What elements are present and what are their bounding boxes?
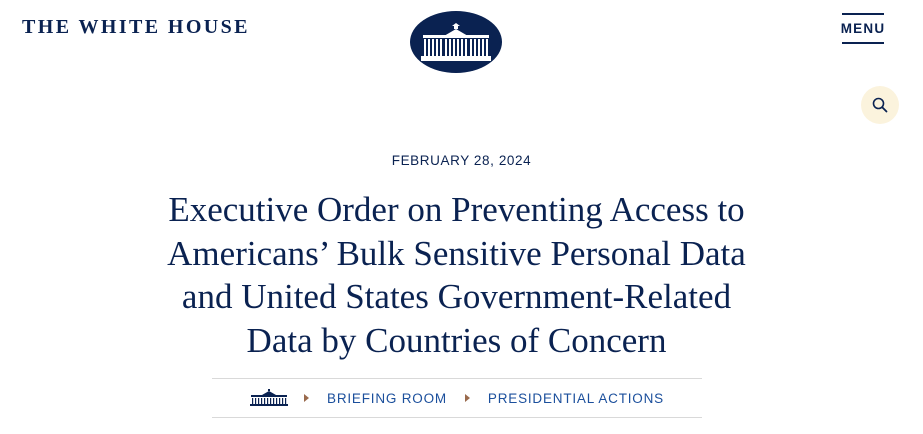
breadcrumb-separator-icon bbox=[465, 394, 470, 402]
breadcrumb bbox=[212, 378, 702, 418]
white-house-home-icon bbox=[250, 389, 288, 407]
menu-bar-top bbox=[842, 13, 884, 15]
menu-label: MENU bbox=[840, 21, 886, 36]
breadcrumb-separator-icon bbox=[304, 394, 309, 402]
search-icon bbox=[872, 97, 888, 113]
white-house-building-icon bbox=[417, 22, 495, 62]
article-title-line: Executive Order on Preventing Access to bbox=[168, 190, 745, 229]
site-title[interactable]: THE WHITE HOUSE bbox=[22, 16, 250, 38]
menu-bar-bottom bbox=[842, 42, 884, 44]
search-button[interactable] bbox=[861, 86, 899, 124]
menu-button[interactable] bbox=[838, 12, 888, 45]
breadcrumb-presidential-actions[interactable]: PRESIDENTIAL ACTIONS bbox=[487, 390, 664, 406]
article-title-line: Data by Countries of Concern bbox=[246, 320, 667, 360]
article-date: FEBRUARY 28, 2024 bbox=[391, 153, 532, 168]
white-house-seal-icon[interactable] bbox=[410, 11, 502, 73]
article-title-line: and United States Government-Related bbox=[181, 277, 732, 316]
breadcrumb-home-link[interactable] bbox=[250, 389, 288, 407]
article-title bbox=[100, 188, 813, 362]
breadcrumb-briefing-room[interactable]: BRIEFING ROOM bbox=[327, 390, 447, 406]
article-title-line: Americans’ Bulk Sensitive Personal Data bbox=[167, 233, 746, 273]
